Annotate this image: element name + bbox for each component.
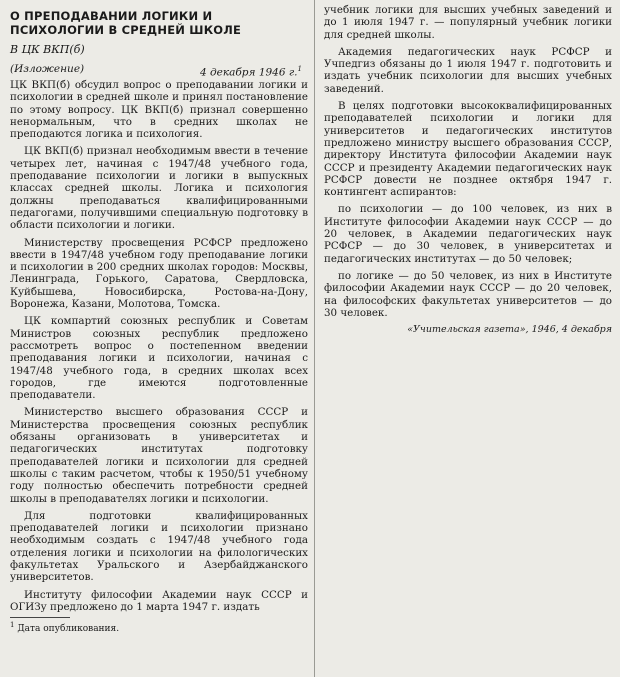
- footnote-text: Дата опубликования.: [17, 624, 120, 635]
- article-meta: [10, 63, 308, 79]
- paragraph-right-1: учебник логики для высших учебных заведений и до 1 июля 1947 г. — популярный учебник логики для средней школы.: [324, 4, 612, 41]
- paragraph-right-4: по психологии — до 100 человек, из них в Институте философии Академии наук СССР — до 20 человек, в Академии педагогических наук РСФСР — до 30 человек, в университетах и педагогических институтах — до 50 человек;: [324, 203, 612, 265]
- date-footnote-mark: 1: [297, 65, 302, 73]
- footnote: [10, 620, 308, 635]
- article-date: [200, 63, 308, 79]
- title-line-2: ПСИХОЛОГИИ В СРЕДНЕЙ ШКОЛЕ: [10, 23, 242, 37]
- date-text: 4 декабря 1946 г.: [199, 66, 298, 79]
- paragraph-left-2: ЦК ВКП(б) признал необходимым ввести в течение четырех лет, начиная с 1947/48 учебного года, преподавание психологии и логики в выпускных классах средней школы. Логика и психология должны преподаваться квалифицированными педагогами, получившими специальную подготовку в области психологии и логики.: [10, 145, 308, 232]
- article-kind: (Изложение): [10, 63, 85, 75]
- source-citation: «Учительская газета», 1946, 4 декабря: [407, 324, 612, 336]
- paragraph-left-5: Министерство высшего образования СССР и Министерства просвещения союзных республик обязаны организовать в университетах и педагогических институтах подготовку преподавателей логики и психологии для средней школы с таким расчетом, чтобы к 1950/51 учебному году полностью обеспечить потребности средней школы в преподавателях логики и психологии.: [10, 406, 308, 505]
- paragraph-left-6: Для подготовки квалифицированных преподавателей логики и психологии признано необходимым создать с 1947/48 учебного года отделения логики и психологии на филологических факультетах Уральского и Азербайджанского университетов.: [10, 509, 308, 584]
- footnote-mark: 1: [10, 621, 15, 630]
- paragraph-left-4: ЦК компартий союзных республик и Советам Министров союзных республик предложено рассмотреть вопрос о постепенном введении преподавания логики и психологии, начиная с 1947/48 учебного года, в средних школах всех городов, где имеются подготовленные преподаватели.: [10, 315, 308, 402]
- left-column: [10, 0, 308, 635]
- issuing-organization: В ЦК ВКП(б): [10, 43, 85, 56]
- paragraph-left-1: ЦК ВКП(б) обсудил вопрос о преподавании логики и психологии в средней школе и принял постановление по этому вопросу. ЦК ВКП(б) признал совершенно ненормальным, что в средних школах не преподаются логика и психология.: [10, 79, 308, 141]
- paragraph-left-7: Институту философии Академии наук СССР и ОГИЗу предложено до 1 марта 1947 г. издать: [10, 588, 308, 613]
- footnote-divider: [10, 617, 70, 618]
- paragraph-right-3: В целях подготовки высококвалифицированных преподавателей психологии и логики для университетов и педагогических институтов предложено министру высшего образования СССР, директору Института философии Академии наук СССР и президенту Академии педагогических наук РСФСР довести не позднее октября 1947 г. контингент аспирантов:: [324, 100, 612, 199]
- title-line-1: О ПРЕПОДАВАНИИ ЛОГИКИ И: [10, 9, 213, 23]
- article-title: [10, 9, 308, 37]
- paragraph-right-5: по логике — до 50 человек, из них в Институте философии Академии наук СССР — до 20 человек, на философских факультетах университетов — до 30 человек.: [324, 269, 612, 319]
- paragraph-right-2: Академия педагогических наук РСФСР и Учпедгиз обязаны до 1 июля 1947 г. подготовить и издать учебник психологии для высших учебных заведений.: [324, 45, 612, 95]
- paragraph-left-3: Министерству просвещения РСФСР предложено ввести в 1947/48 учебном году преподавание логики и психологии в 200 средних школах городов: Москвы, Ленинграда, Горького, Саратова, Свердловска, Куйбышева, Новосибирска, Ростова-на-Дону, Воронежа, Казани, Молотова, Томска.: [10, 236, 308, 311]
- column-divider: [314, 0, 315, 677]
- right-column: [324, 0, 612, 336]
